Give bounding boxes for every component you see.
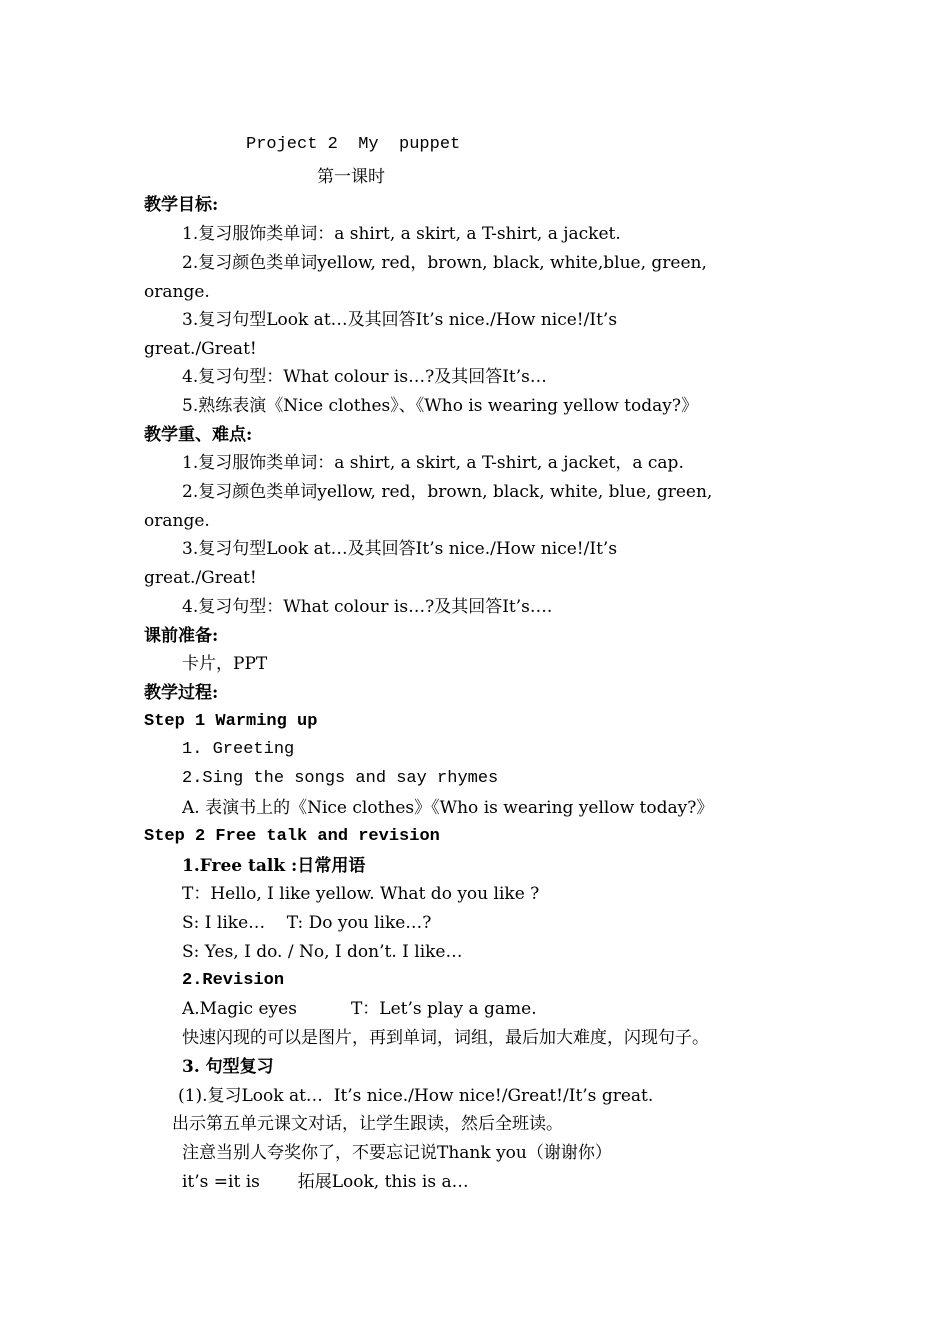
objectives-heading: 教学目标: [144, 195, 219, 215]
key-point-item-continuation: orange. [144, 511, 210, 531]
document-title: Project 2 My puppet [246, 135, 461, 154]
lesson-period: 第一课时 [317, 167, 385, 187]
objective-item: 5.熟练表演《Nice clothes》、《Who is wearing yellow today?》 [182, 396, 698, 416]
free-talk-title: 1.Free talk :日常用语 [182, 856, 366, 876]
key-point-item: 1.复习服饰类单词：a shirt, a skirt, a T-shirt, a jacket，a cap. [182, 453, 684, 473]
step1-title: Step 1 Warming up [144, 712, 318, 731]
process-heading: 教学过程: [144, 683, 219, 703]
objective-item-continuation: orange. [144, 282, 210, 302]
dialogue-line: S: Yes, I do. / No, I don’t. I like… [182, 942, 463, 962]
pattern-review-title: 3. 句型复习 [182, 1057, 274, 1077]
key-point-item: 4.复习句型：What colour is…?及其回答It’s…. [182, 597, 553, 617]
pattern-review-line: 出示第五单元课文对话，让学生跟读，然后全班读。 [172, 1114, 563, 1134]
objective-item-continuation: great./Great! [144, 339, 257, 359]
pattern-review-line: (1).复习Look at… It’s nice./How nice!/Great!/It’s great. [178, 1086, 654, 1106]
key-points-heading: 教学重、难点: [144, 425, 253, 445]
dialogue-line: S: I like… T: Do you like…? [182, 913, 432, 933]
step2-title: Step 2 Free talk and revision [144, 827, 440, 846]
preparation-text: 卡片，PPT [182, 654, 268, 674]
step1-item: 1. Greeting [182, 740, 295, 759]
objective-item: 1.复习服饰类单词：a shirt, a skirt, a T-shirt, a jacket. [182, 224, 621, 244]
revision-line: A.Magic eyes T：Let’s play a game. [182, 999, 537, 1019]
pattern-review-line: 注意当别人夸奖你了，不要忘记说Thank you（谢谢你） [182, 1143, 612, 1163]
key-point-item: 2.复习颜色类单词yellow, red，brown, black, white, blue, green, [182, 482, 713, 502]
step1-item: 2.Sing the songs and say rhymes [182, 769, 499, 788]
key-point-item-continuation: great./Great! [144, 568, 257, 588]
objective-item: 3.复习句型Look at…及其回答It’s nice./How nice!/It’s [182, 310, 618, 330]
revision-line: 快速闪现的可以是图片，再到单词，词组，最后加大难度，闪现句子。 [182, 1028, 709, 1048]
pattern-review-line: it’s =it is 拓展Look, this is a… [182, 1172, 469, 1192]
step1-item: A. 表演书上的《Nice clothes》《Who is wearing yellow today?》 [182, 798, 714, 818]
preparation-heading: 课前准备: [144, 626, 219, 646]
objective-item: 4.复习句型：What colour is…?及其回答It’s… [182, 367, 547, 387]
objective-item: 2.复习颜色类单词yellow, red，brown, black, white,blue, green, [182, 253, 707, 273]
dialogue-line: T：Hello, I like yellow. What do you like ? [182, 884, 540, 904]
revision-title: 2.Revision [182, 971, 285, 990]
key-point-item: 3.复习句型Look at…及其回答It’s nice./How nice!/It’s [182, 539, 618, 559]
